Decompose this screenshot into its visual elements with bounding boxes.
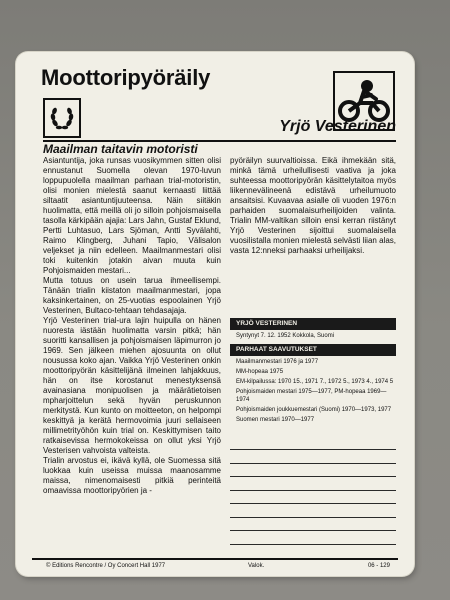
biography-left-column xyxy=(43,156,221,548)
achievements-header: PARHAAT SAAVUTUKSET xyxy=(230,344,396,356)
card-subtitle: Maailman taitavin motoristi xyxy=(43,142,198,156)
footer-rule xyxy=(32,558,398,560)
biography-right-column: pyöräilyn suurvaltioissa. Eikä ihmekään sitä, minkä tämä urheilullisesti vaativa ja joka suhteessa moottoripyörän käsittelytaitoa myös liikennevälineenä edistävä urheilumuoto ansaitsisi. Kuvaavaa asialle oli vuoden 1976:n parhaiden suomalaisurheilijoiden valinta. Trialin MM-valtikan silloin ensi kerran riistänyt Yrjö Vesterinen sijoittui suomalaisella vuosilistalla monien mielestä selvästi liian alas, vasta 12:nneksi parhaaksi urheilijaksi. xyxy=(230,156,396,255)
achievements-list xyxy=(236,358,394,426)
info-header: YRJÖ VESTERINEN xyxy=(230,318,396,330)
achievement-item: Pohjoismaiden mestari 1975—1977, PM-hopeaa 1969—1974 xyxy=(236,389,387,403)
laurel-wreath-icon xyxy=(43,98,81,138)
achievement-item: Suomen mestari 1970—1977 xyxy=(236,417,315,423)
achievement-item: Pohjoismaiden joukkuemestari (Suomi) 1970—1973, 1977 xyxy=(236,407,392,413)
blank-note-lines xyxy=(230,449,396,557)
card-code: 06 - 129 xyxy=(367,563,390,569)
athlete-name: Yrjö Vesterinen xyxy=(279,118,396,135)
birth-info: Syntynyt 7. 12. 1952 Kokkola, Suomi xyxy=(236,333,335,339)
photo-credit: Valok. xyxy=(248,563,265,569)
sports-card xyxy=(16,52,414,576)
bio-paragraph: Trialin arvostus ei, ikävä kyllä, ole Suomessa sitä luokkaa kuin useissa muissa maanosamme maissa, nimenomaisesti pitkiä perinteitä omaavissa moottoripyörien ja - xyxy=(43,456,221,495)
achievement-item: MM-hopeaa 1975 xyxy=(236,369,284,375)
achievement-item: EM-kilpailussa: 1970 15., 1971 7., 1972 5., 1973 4., 1974 5 xyxy=(236,379,394,385)
bio-paragraph: Yrjö Vesterinen trial-ura lajin huipulla on hänen nuoresta iästään huolimatta varsin pitkä; hän suoritti kansallisen ja pohjoismaisen läpimurron jo 1969. Sen jälkeen miehen ajosuunta on ollut nousussa koko ajan. Vaikka Yrjö Vesterinen onkin moottoripyörän käsittelijänä ilmeinen lahjakkuus, hän on itse korostanut menestyksensä avainasiana monipuolisen ja määrätietoisen mpharjoittelun sekä hyvän peruskunnon merkitystä. Kun kunto on moitteeton, on helpompi keskittyä ja kerätä hermovoimia juuri sellaiseen millimetrityöhön kuin trial on. Keskittymisen taito ratkaisevissa hermokokeissa on ollut yksi Yrjö Vesterisen vahvoista valteista. xyxy=(43,316,221,455)
bio-paragraph: Mutta totuus on usein tarua ihmeellisempi. Tänään trialin kiistaton maailmanmestari, jopa kaksinkertainen, on 25-vuotias espoolainen Yrjö Vesterinen, Bultaco-tehtaan tehdasajaja. xyxy=(43,276,221,315)
card-title: Moottoripyöräily xyxy=(41,65,211,90)
achievement-item: Maailmanmestari 1976 ja 1977 xyxy=(236,359,319,365)
bio-paragraph: Asiantuntija, joka runsas vuosikymmen sitten olisi ennustanut Suomella olevan 1970-luvun loppupuolella maailman parhaan trial-motoristin, olisi monien mielestä saanut kernaasti liittää siltaatit asiantuntijuuteensa. Näin siitäkin huolimatta, että meillä oli jo silloin pohjoismaisella tasolla kärkipään ajajia: Lars Jahn, Gustaf Eklund, Pertti Luhtasuo, Lars Sjöman, Antti Syvälahti, Raimo Klingberg, Juhani Tapio, Välisalon veljekset ja niin edelleen. Maailmanmestari olisi toki kuitenkin jotakin aivan muuta kuin Pohjoismaiden mestari... xyxy=(43,156,221,275)
copyright-text: © Editions Rencontre / Oy Concert Hall 1977 xyxy=(46,563,166,569)
